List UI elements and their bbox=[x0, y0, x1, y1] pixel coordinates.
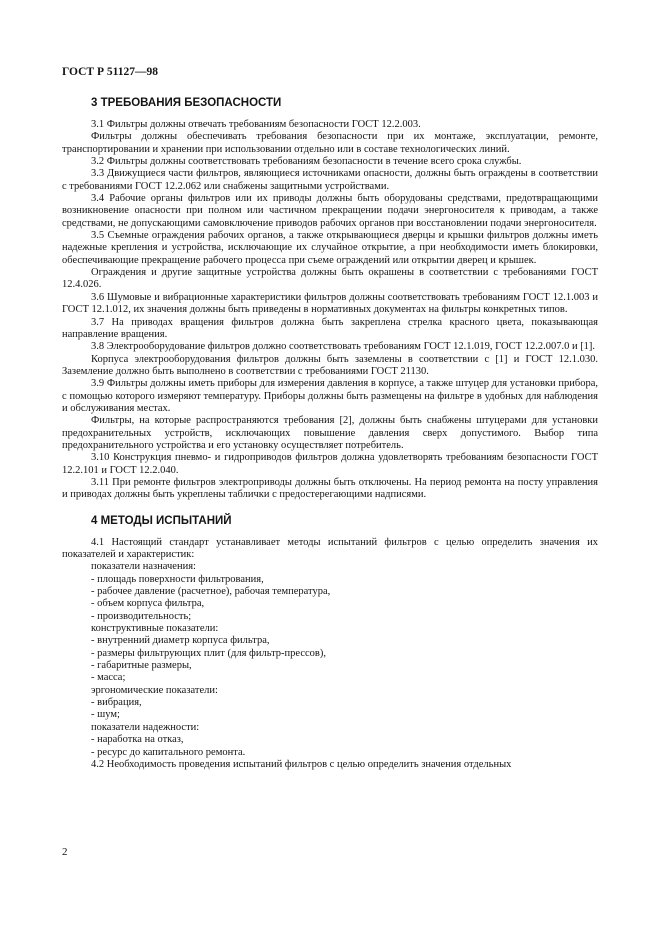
list-item: - размеры фильтрующих плит (для фильтр-прессов), bbox=[91, 647, 326, 659]
paragraph-3-1: 3.1 Фильтры должны отвечать требованиям безопасности ГОСТ 12.2.003. bbox=[91, 119, 421, 130]
page-number: 2 bbox=[62, 846, 68, 858]
list-item: - площадь поверхности фильтрования, bbox=[91, 573, 264, 585]
list-item: - внутренний диаметр корпуса фильтра, bbox=[91, 635, 270, 647]
list-item: - шум; bbox=[91, 709, 120, 721]
section-4-title: 4 МЕТОДЫ ИСПЫТАНИЙ bbox=[91, 514, 232, 527]
paragraph-3-9-cont: Фильтры, на которые распространяются требования [2], должны быть снабжены штуцерами для установки предохранительных устройств, исключающих повышение давления сверх допустимого. Выбор типа предохранительного устройства и его установку осуществляет потребитель. bbox=[62, 415, 598, 451]
list-item: - производительность; bbox=[91, 610, 192, 622]
paragraph-4-2: 4.2 Необходимость проведения испытаний фильтров с целью определить значения отдельных bbox=[91, 758, 512, 770]
paragraph-3-7: 3.7 На приводах вращения фильтров должна быть закреплена стрелка красного цвета, показывающая направление вращения. bbox=[62, 316, 598, 340]
group-label: показатели назначения: bbox=[91, 561, 196, 573]
group-label: конструктивные показатели: bbox=[91, 623, 219, 635]
group-label: эргономические показатели: bbox=[91, 684, 218, 696]
list-item: - наработка на отказ, bbox=[91, 734, 184, 746]
document-code: ГОСТ Р 51127—98 bbox=[62, 66, 158, 78]
group-label: показатели надежности: bbox=[91, 721, 200, 733]
paragraph-3-6: 3.6 Шумовые и вибрационные характеристики фильтров должны соответствовать требованиям ГОСТ 12.1.003 и ГОСТ 12.1.012, их значения должны быть приведены в нормативных документах на фильтры конкретных типов. bbox=[62, 291, 598, 316]
list-item: - вибрация, bbox=[91, 697, 142, 709]
list-item: - ресурс до капитального ремонта. bbox=[91, 746, 246, 758]
paragraph-3-2: 3.2 Фильтры должны соответствовать требованиям безопасности в течение всего срока службы. bbox=[91, 156, 522, 168]
paragraph-3-8: 3.8 Электрооборудование фильтров должно соответствовать требованиям ГОСТ 12.1.019, ГОСТ 12.2.007.0 и [1]. bbox=[91, 341, 596, 353]
paragraph-3-4: 3.4 Рабочие органы фильтров или их приводы должны быть оборудованы средствами, предотвращающими возникновение опасности при полном или частичном прекращении подачи энергоносителя к приводам, а также средствами, не допускающими самовключение приводов рабочих органов при восстановлении подачи энергоносителя. bbox=[62, 193, 598, 229]
paragraph-3-3: 3.3 Движущиеся части фильтров, являющиеся источниками опасности, должны быть ограждены в соответствии с требованиями ГОСТ 12.2.062 или снабжены защитными устройствами. bbox=[62, 168, 598, 192]
paragraph-3-5-cont: Ограждения и другие защитные устройства должны быть окрашены в соответствии с требованиями ГОСТ 12.4.026. bbox=[62, 267, 598, 291]
paragraph-3-11: 3.11 При ремонте фильтров электроприводы должны быть отключены. На период ремонта на посту управления и приводах должны быть укреплены таблички с предостерегающими надписями. bbox=[62, 476, 598, 501]
list-item: - объем корпуса фильтра, bbox=[91, 598, 205, 610]
section-3-title: 3 ТРЕБОВАНИЯ БЕЗОПАСНОСТИ bbox=[91, 97, 282, 109]
paragraph-3-8-cont: Корпуса электрооборудования фильтров должны быть заземлены в соответствии с [1] и ГОСТ 12.1.030. Заземление должно быть выполнено в соответствии с требованиями ГОСТ 21130. bbox=[62, 353, 598, 377]
page-content bbox=[62, 96, 598, 771]
list-item: - габаритные размеры, bbox=[91, 660, 192, 672]
paragraph-4-1: 4.1 Настоящий стандарт устанавливает методы испытаний фильтров с целью определить значения их показателей и характеристик: bbox=[62, 536, 598, 560]
list-item: - рабочее давление (расчетное), рабочая температура, bbox=[91, 586, 331, 598]
paragraph-3-9: 3.9 Фильтры должны иметь приборы для измерения давления в корпусе, а также штуцер для установки прибора, с помощью которого измеряют температуру. Приборы должны быть размещены на фильтре в удобных для наблюдения и обслуживания местах. bbox=[62, 378, 598, 414]
paragraph-3-10: 3.10 Конструкция пневмо- и гидроприводов фильтров должна удовлетворять требованиям безопасности ГОСТ 12.2.101 и ГОСТ 12.2.040. bbox=[62, 452, 598, 476]
paragraph-3-1-cont: Фильтры должны обеспечивать требования безопасности при их монтаже, эксплуатации, ремонте, транспортировании и хранении при использовании отдельно или в составе технологических линий. bbox=[62, 131, 598, 155]
paragraph-3-5: 3.5 Съемные ограждения рабочих органов, а также открывающиеся дверцы и крышки фильтров должны иметь надежные крепления и устройства, исключающие их случайное открытие, а при необходимости иметь блокировки, обеспечивающие прекращение рабочего процесса при съеме ограждений или открытии дверец и крышек. bbox=[62, 230, 598, 266]
list-item: - масса; bbox=[91, 672, 126, 684]
